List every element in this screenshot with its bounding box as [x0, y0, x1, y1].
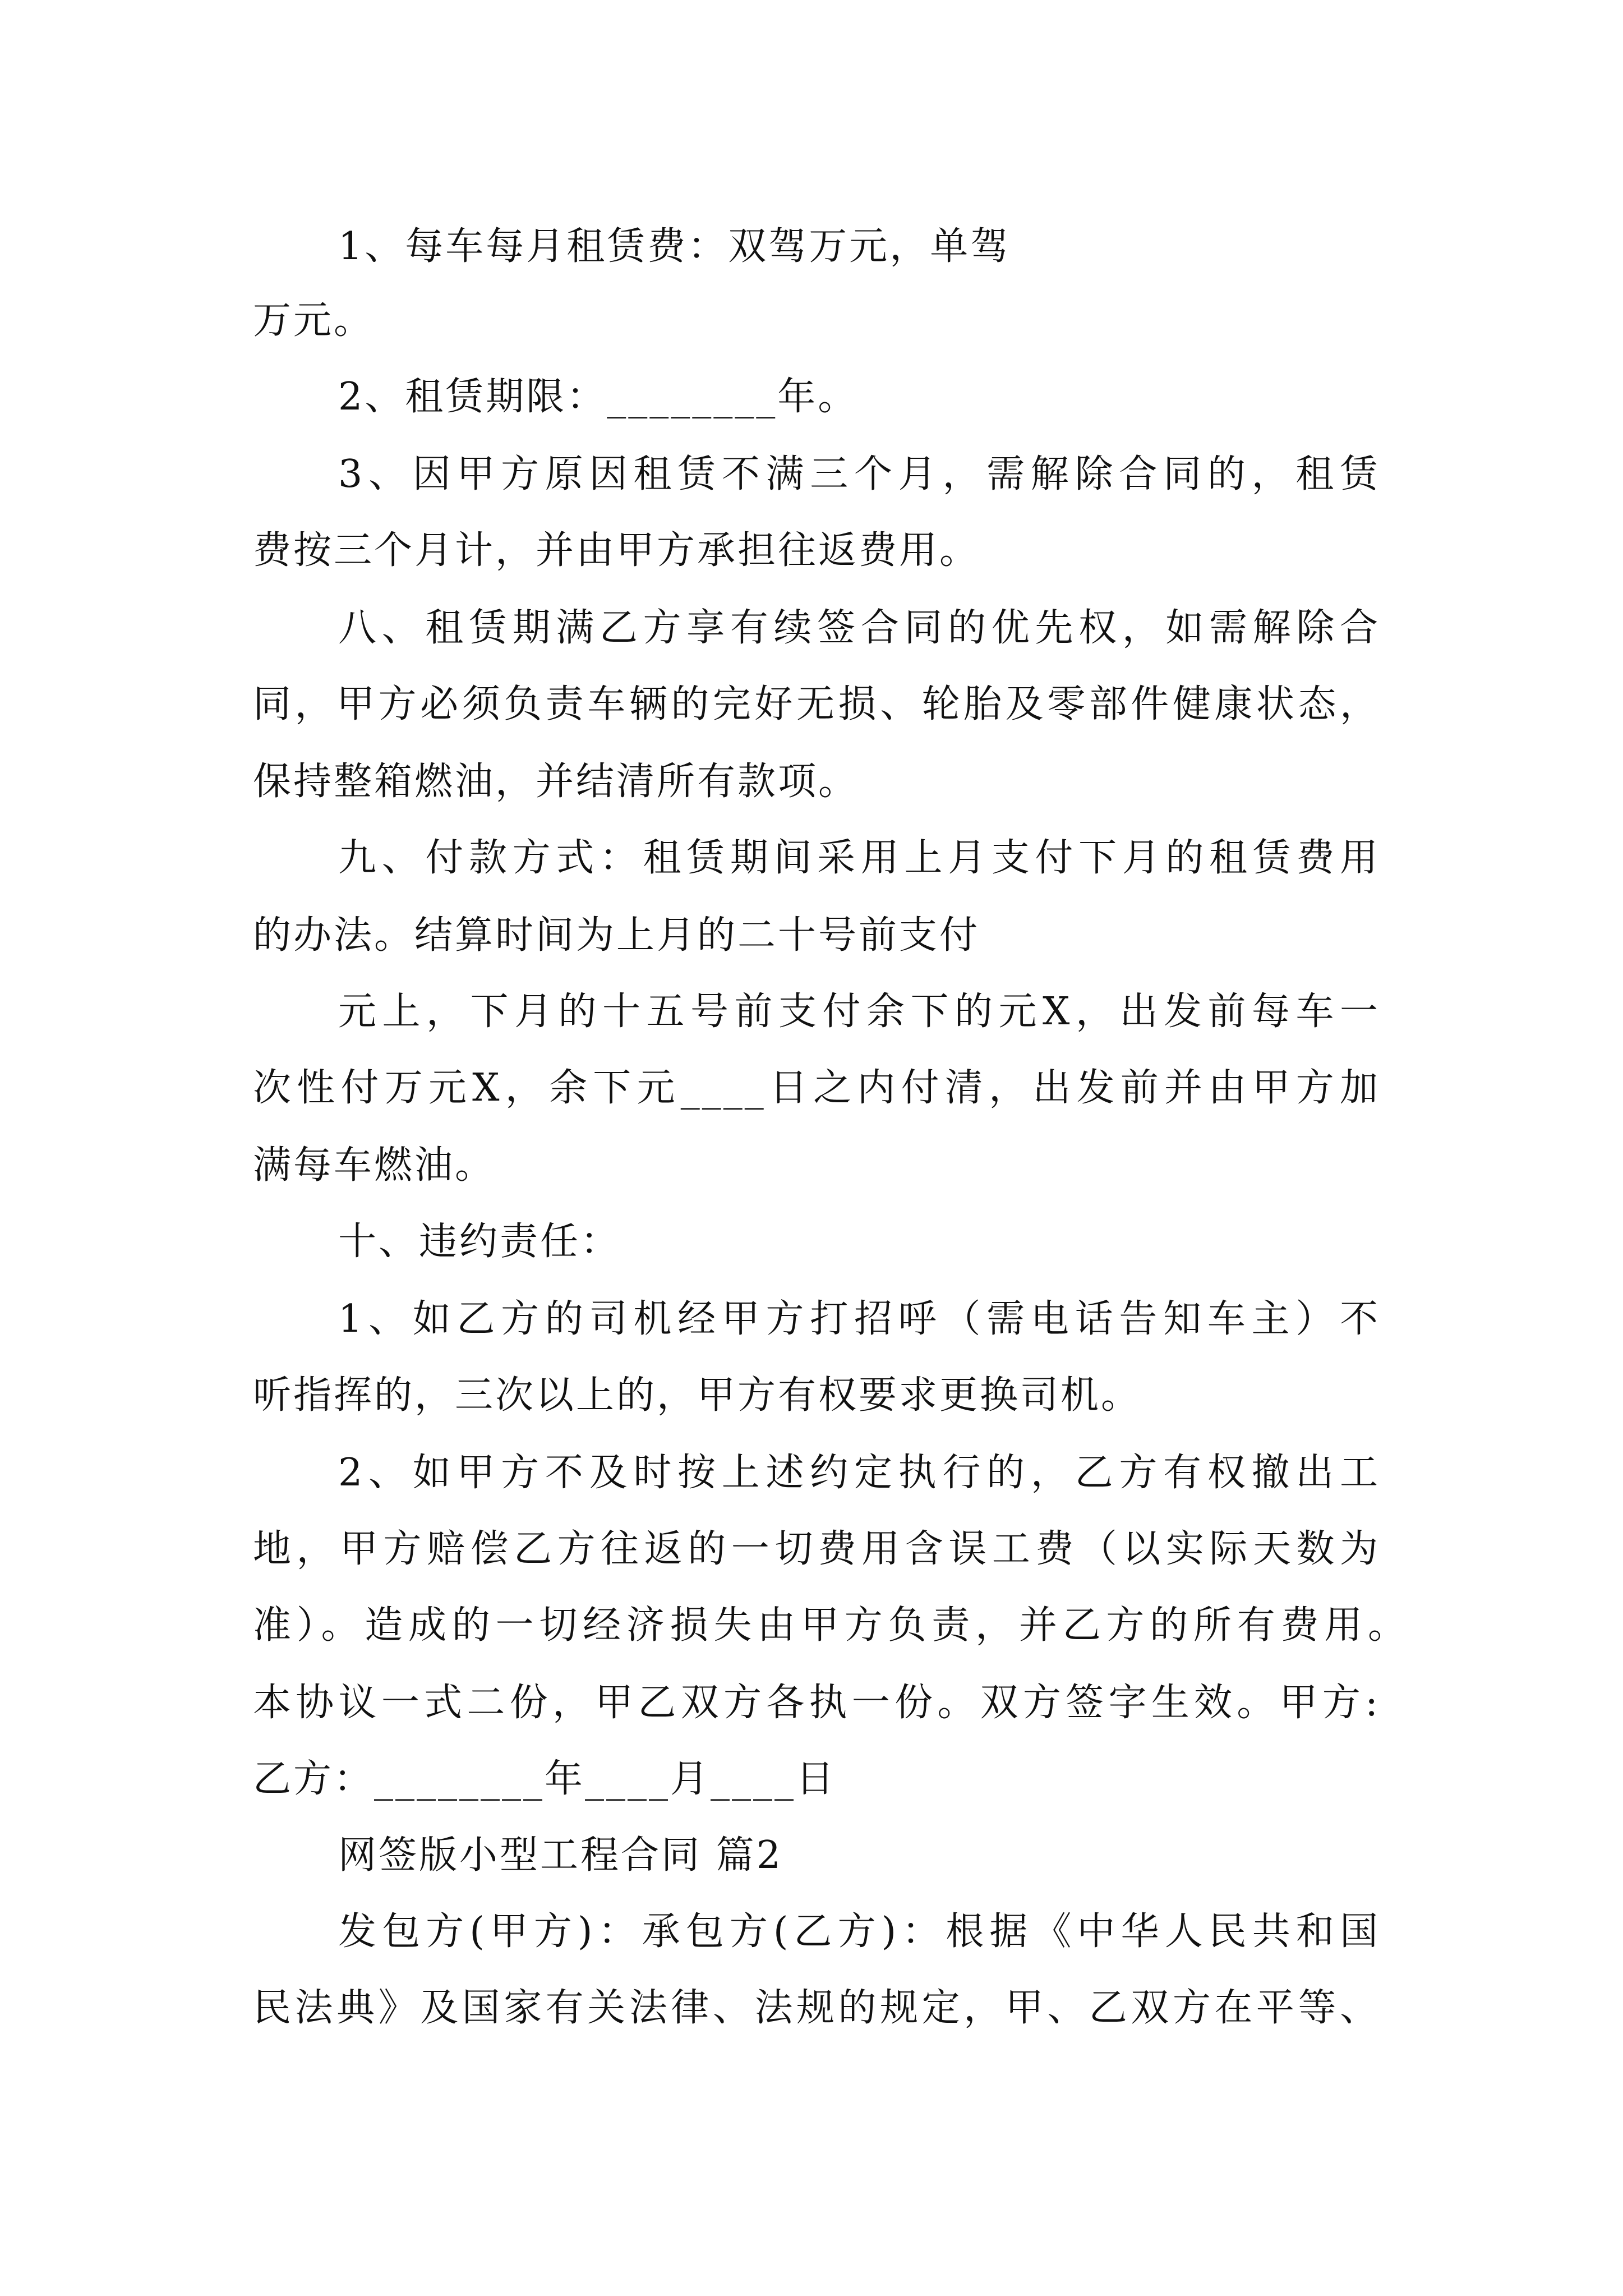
text-line: 听指挥的，三次以上的，甲方有权要求更换司机。	[253, 1373, 1142, 1418]
section-heading: 网签版小型工程合同 篇2	[338, 1833, 783, 1878]
text-line: 万元。	[253, 298, 375, 343]
text-line: 1、如乙方的司机经甲方打招呼（需电话告知车主）不	[338, 1297, 1380, 1341]
text-line: 准）。造成的一切经济损失由甲方负责，并乙方的所有费用。	[253, 1603, 1408, 1648]
text-line: 九、付款方式：租赁期间采用上月支付下月的租赁费用	[338, 836, 1380, 880]
text-line: 1、每车每月租赁费：双驾万元，单驾	[338, 224, 1011, 269]
text-line: 地，甲方赔偿乙方往返的一切费用含误工费（以实际天数为	[253, 1527, 1380, 1571]
text-line: 的办法。结算时间为上月的二十号前支付	[253, 913, 980, 958]
text-line: 民法典》及国家有关法律、法规的规定，甲、乙双方在平等、	[253, 1986, 1380, 2030]
text-line: 3、因甲方原因租赁不满三个月，需解除合同的，租赁	[338, 452, 1380, 496]
text-line: 发包方(甲方)：承包方(乙方)：根据《中华人民共和国	[338, 1910, 1380, 1954]
text-line: 次性付万元X，余下元____日之内付清，出发前并由甲方加	[253, 1066, 1380, 1110]
text-line: 八、租赁期满乙方享有续签合同的优先权，如需解除合	[338, 606, 1380, 650]
text-line: 乙方：________年____月____日	[253, 1757, 837, 1801]
text-line: 费按三个月计，并由甲方承担往返费用。	[253, 528, 980, 573]
text-line: 2、如甲方不及时按上述约定执行的，乙方有权撤出工	[338, 1451, 1380, 1495]
text-line: 十、违约责任：	[338, 1220, 621, 1264]
text-line: 保持整箱燃油，并结清所有款项。	[253, 760, 859, 804]
text-line: 本协议一式二份，甲乙双方各执一份。双方签字生效。甲方:	[253, 1681, 1380, 1725]
text-line: 元上，下月的十五号前支付余下的元X，出发前每车一	[338, 990, 1380, 1034]
text-line: 满每车燃油。	[253, 1143, 496, 1188]
text-line: 同，甲方必须负责车辆的完好无损、轮胎及零部件健康状态，	[253, 682, 1380, 726]
text-line: 2、租赁期限：________年。	[338, 375, 859, 419]
